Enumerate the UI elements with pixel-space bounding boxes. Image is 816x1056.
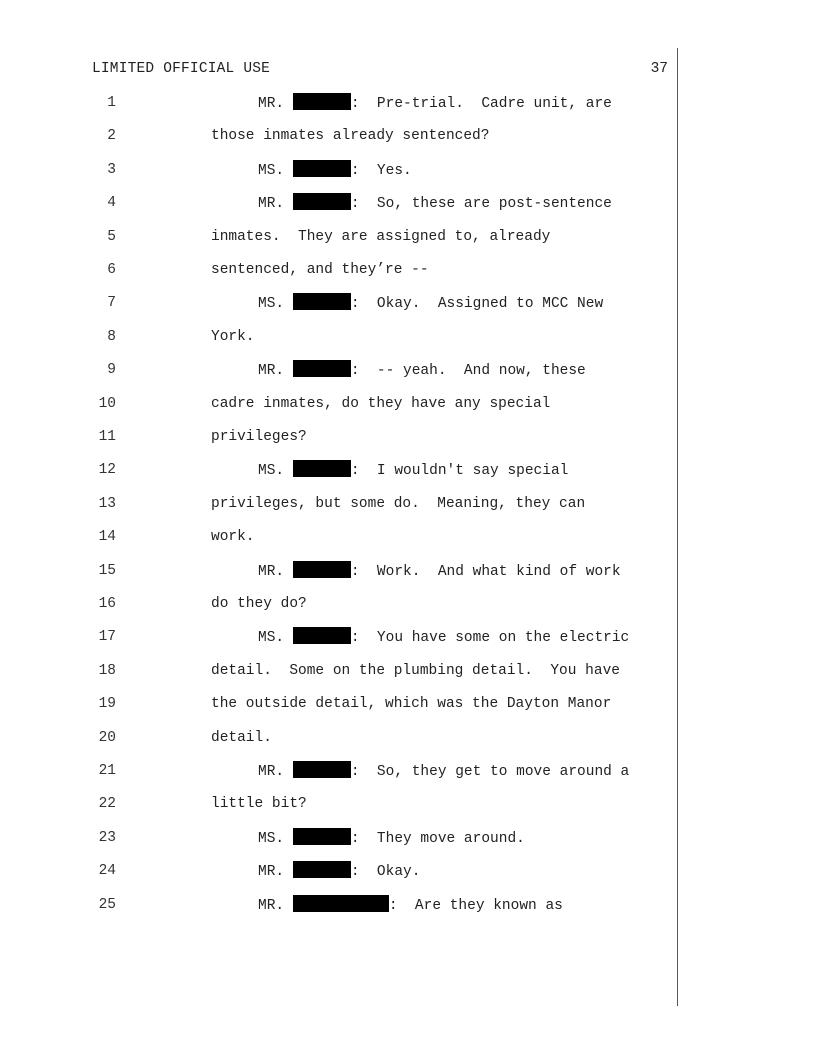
redaction-box <box>293 895 389 912</box>
speaker-title: MR. <box>258 864 293 881</box>
line-text: I wouldn't say special <box>376 463 569 480</box>
speaker-title: MR. <box>258 764 293 780</box>
speaker-colon: : <box>350 830 377 847</box>
redaction-box <box>293 561 351 578</box>
redaction-box <box>293 293 351 310</box>
speaker-turn <box>258 160 412 181</box>
speaker-colon: : <box>350 764 377 780</box>
speaker-title: MR. <box>258 563 293 580</box>
transcript-line <box>0 293 816 313</box>
line-number: 9 <box>107 362 116 379</box>
line-text: detail. Some on the plumbing detail. You have <box>211 662 620 679</box>
line-number: 19 <box>98 696 116 713</box>
line-text: Pre-trial. Cadre unit, are <box>376 96 612 112</box>
line-number: 15 <box>98 562 116 579</box>
speaker-title: MS. <box>258 830 293 847</box>
speaker-turn <box>258 627 629 648</box>
line-text: You have some on the electric <box>376 630 630 647</box>
line-text: cadre inmates, do they have any special <box>211 395 551 412</box>
line-number: 20 <box>98 729 116 746</box>
speaker-colon: : <box>388 897 415 914</box>
transcript-line <box>0 327 816 347</box>
line-text: Yes. <box>376 162 412 179</box>
line-text: Okay. Assigned to MCC New <box>376 296 604 313</box>
line-text: inmates. They are assigned to, already <box>211 228 551 245</box>
transcript-line <box>0 160 816 180</box>
line-text: So, these are post-sentence <box>376 196 612 213</box>
speaker-turn <box>258 93 612 114</box>
transcript-line <box>0 227 816 247</box>
line-number: 16 <box>98 596 116 612</box>
transcript-line <box>0 694 816 714</box>
speaker-colon: : <box>350 96 377 112</box>
transcript-line <box>0 394 816 414</box>
line-number: 25 <box>98 896 116 913</box>
speaker-title: MS. <box>258 630 293 647</box>
line-text: Okay. <box>376 864 421 881</box>
line-text: So, they get to move around a <box>376 764 630 780</box>
transcript-line <box>0 126 816 146</box>
line-text: Work. And what kind of work <box>376 563 621 580</box>
transcript-line <box>0 360 816 380</box>
line-number: 2 <box>107 128 116 145</box>
line-text: detail. <box>211 729 272 746</box>
transcript-line <box>0 794 816 814</box>
speaker-title: MR. <box>258 196 293 213</box>
line-number: 3 <box>107 161 116 178</box>
transcript-line <box>0 661 816 681</box>
line-number: 13 <box>98 495 116 512</box>
line-text: privileges, but some do. Meaning, they can <box>211 495 586 512</box>
line-text: do they do? <box>211 596 307 612</box>
line-number: 6 <box>107 262 116 278</box>
transcript-line <box>0 260 816 280</box>
line-number: 1 <box>107 95 116 111</box>
line-text: work. <box>211 529 255 546</box>
redaction-box <box>293 193 351 210</box>
line-text: privileges? <box>211 429 307 445</box>
line-number: 21 <box>98 763 116 779</box>
line-number: 24 <box>98 863 116 880</box>
transcript-line <box>0 594 816 614</box>
transcript-line <box>0 193 816 213</box>
speaker-colon: : <box>350 630 377 647</box>
line-text: -- yeah. And now, these <box>376 363 586 380</box>
line-number: 22 <box>98 796 116 813</box>
redaction-box <box>293 360 351 377</box>
redaction-box <box>293 627 351 644</box>
transcript-line <box>0 895 816 915</box>
speaker-turn <box>258 293 603 314</box>
line-text: the outside detail, which was the Dayton Manor <box>211 696 612 713</box>
line-number: 23 <box>98 829 116 846</box>
transcript-line <box>0 460 816 480</box>
speaker-title: MS. <box>258 162 293 179</box>
line-number: 10 <box>98 395 116 412</box>
line-number: 18 <box>98 662 116 679</box>
redaction-box <box>293 761 351 778</box>
line-text: Are they known as <box>414 897 563 914</box>
speaker-title: MS. <box>258 463 293 480</box>
line-number: 11 <box>98 429 116 445</box>
redaction-box <box>293 861 351 878</box>
transcript-line <box>0 728 816 748</box>
redaction-box <box>293 160 351 177</box>
line-number: 7 <box>107 295 116 312</box>
speaker-title: MR. <box>258 897 293 914</box>
speaker-turn <box>258 828 525 849</box>
line-number: 8 <box>107 328 116 345</box>
speaker-colon: : <box>350 363 377 380</box>
transcript-line <box>0 527 816 547</box>
redaction-box <box>293 828 351 845</box>
speaker-turn <box>258 761 629 782</box>
speaker-colon: : <box>350 463 377 480</box>
speaker-title: MS. <box>258 296 293 313</box>
transcript-line <box>0 761 816 781</box>
speaker-colon: : <box>350 296 377 313</box>
transcript-line <box>0 627 816 647</box>
page-header-classification: LIMITED OFFICIAL USE <box>92 61 271 77</box>
speaker-title: MR. <box>258 96 293 112</box>
transcript-line <box>0 861 816 881</box>
transcript-line <box>0 93 816 113</box>
line-number: 5 <box>107 228 116 245</box>
line-text: sentenced, and they’re -- <box>211 262 429 278</box>
transcript-line <box>0 561 816 581</box>
redaction-box <box>293 460 351 477</box>
speaker-colon: : <box>350 162 377 179</box>
speaker-turn <box>258 360 586 381</box>
redaction-box <box>293 93 351 110</box>
line-text: little bit? <box>211 796 307 813</box>
transcript-line <box>0 828 816 848</box>
transcript-line <box>0 427 816 447</box>
line-number: 17 <box>98 629 116 646</box>
speaker-turn <box>258 460 568 481</box>
line-text: They move around. <box>376 830 525 847</box>
transcript-line <box>0 494 816 514</box>
line-number: 4 <box>107 195 116 212</box>
speaker-colon: : <box>350 864 377 881</box>
speaker-turn <box>258 561 621 582</box>
speaker-turn <box>258 895 563 916</box>
line-number: 12 <box>98 462 116 479</box>
speaker-colon: : <box>350 563 377 580</box>
line-text: those inmates already sentenced? <box>211 128 490 145</box>
speaker-turn <box>258 193 612 214</box>
speaker-title: MR. <box>258 363 293 380</box>
line-number: 14 <box>98 529 116 546</box>
line-text: York. <box>211 328 255 345</box>
speaker-colon: : <box>350 196 377 213</box>
speaker-turn <box>258 861 420 882</box>
page-number: 37 <box>650 61 668 77</box>
